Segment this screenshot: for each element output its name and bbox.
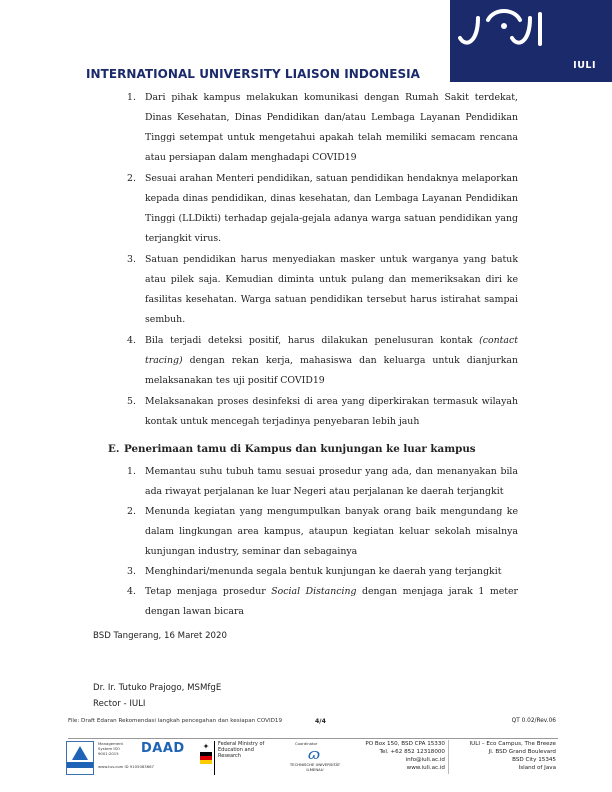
contact-email: info@iuli.ac.id xyxy=(405,757,445,763)
list-number: 3. xyxy=(127,254,136,265)
list-text-part: Bila terjadi deteksi positif, harus dilakukan penelusuran kontak xyxy=(145,335,480,346)
place-date: BSD Tangerang, 16 Maret 2020 xyxy=(93,631,227,641)
tu-ilmenau-logo-icon: ɷ xyxy=(307,745,321,763)
visitor-list xyxy=(127,462,518,622)
iuli-logo-mark-icon xyxy=(458,4,558,60)
list-text-italic: Social Distancing xyxy=(271,586,357,597)
list-text-italic: (contact tracing) xyxy=(145,335,518,366)
list-number: 2. xyxy=(127,506,136,517)
tuv-band xyxy=(67,762,93,768)
address-line: Island of Java xyxy=(518,765,556,771)
list-item xyxy=(127,582,518,622)
list-number: 4. xyxy=(127,586,136,597)
page-number: 4/4 xyxy=(315,718,326,725)
list-text: Menunda kegiatan yang mengumpulkan banyak orang baik mengundang ke dalam lingkungan area kampus, ataupun kegiatan keluar sekolah misalnya kunjungan industry, seminar dan sebagainya xyxy=(145,506,518,557)
address-block xyxy=(452,740,556,772)
list-number: 5. xyxy=(127,396,136,407)
list-item xyxy=(127,250,518,331)
footer-file-label: File: Draft Edaran Rekomendasi langkah pencegahan dan kesiapan COVID19 xyxy=(68,718,283,724)
list-item xyxy=(127,462,518,502)
eagle-icon: ✦ xyxy=(202,742,210,751)
logo-text: IULI xyxy=(573,60,596,71)
iuli-logo xyxy=(450,0,612,82)
list-text: Melaksanakan proses desinfeksi di area yang diperkirakan termasuk wilayah kontak untuk mencegah terjadinya penyebaran lebih jauh xyxy=(145,396,518,427)
contact-block xyxy=(348,740,445,772)
list-text: Menghindari/menunda segala bentuk kunjungan ke daerah yang terjangkit xyxy=(145,566,502,577)
list-text: Memantau suhu tubuh tamu sesuai prosedur yang ada, dan menanyakan bila ada riwayat perjalanan ke luar Negeri atau perjalanan ke daerah terjangkit xyxy=(145,466,518,497)
bmbf-divider xyxy=(214,741,215,775)
german-flag-icon xyxy=(200,752,212,764)
tuv-triangle-icon xyxy=(72,746,88,760)
page-title: INTERNATIONAL UNIVERSITY LIAISON INDONESIA xyxy=(86,67,421,81)
section-title: Penerimaan tamu di Kampus dan kunjungan ke luar kampus xyxy=(124,443,476,455)
signer-title: Rector - IULI xyxy=(93,698,146,709)
address-line: IULI – Eco Campus, The Breeze xyxy=(469,741,556,747)
list-text-part: Tetap menjaga prosedur xyxy=(145,586,272,597)
contact-pobox: PO Box 150, BSD CPA 15330 xyxy=(365,741,445,747)
tuv-url: www.tuv.com ID 9105083667 xyxy=(98,764,154,769)
list-number: 2. xyxy=(127,173,136,184)
address-line: BSD City 15345 xyxy=(512,757,556,763)
list-item xyxy=(127,392,518,432)
contact-phone: Tel. +62 852 12318000 xyxy=(379,749,445,755)
list-text: Sesuai arahan Menteri pendidikan, satuan pendidikan hendaknya melaporkan kepada dinas pendidikan, dinas kesehatan, dan Lembaga Layanan Pendidikan Tinggi (LLDikti) terhadap gejala-gejala adanya warga satuan pendidikan yang terjangkit virus. xyxy=(145,173,518,244)
doc-code: QT 0.02/Rev.06 xyxy=(511,718,556,724)
daad-logo: DAAD xyxy=(141,741,185,756)
list-number: 1. xyxy=(127,92,136,103)
bmbf-text: Federal Ministry of Education and Research xyxy=(218,741,265,759)
list-number: 1. xyxy=(127,466,136,477)
list-number: 3. xyxy=(127,566,136,577)
tu-ilmenau-text: TECHNISCHE UNIVERSITÄT ILMENAU xyxy=(289,762,341,772)
list-item xyxy=(127,562,518,582)
list-number: 4. xyxy=(127,335,136,346)
list-text: Dari pihak kampus melakukan komunikasi dengan Rumah Sakit terdekat, Dinas Kesehatan, Dinas Pendidikan dan/atau Lembaga Layanan Pendidikan Tinggi setempat untuk mengetahui apakah telah memiliki semacam rencana atau persiapan dalam menghadapi COVID19 xyxy=(145,92,518,163)
list-item xyxy=(127,502,518,562)
list-item xyxy=(127,88,518,169)
list-text: Satuan pendidikan harus menyediakan masker untuk warganya yang batuk atau pilek saja. Kemudian diminta untuk pulang dan memeriksakan diri ke fasilitas kesehatan. Warga satuan pendidikan tersebut harus istirahat sampai sembuh. xyxy=(145,254,518,325)
list-text-part: dengan rekan kerja, mahasiswa dan keluarga untuk dianjurkan melaksanakan tes uji positif COVID19 xyxy=(145,355,518,386)
contact-website: www.iuli.ac.id xyxy=(406,765,445,771)
tuv-text: Management System ISO 9001:2015 xyxy=(98,741,124,756)
section-letter: E. xyxy=(108,443,120,455)
coordinator-label: Coordinator xyxy=(295,741,318,746)
footer-vertical-divider xyxy=(448,740,449,774)
footer-divider xyxy=(68,738,558,739)
signature-block xyxy=(93,681,221,712)
list-item xyxy=(127,169,518,250)
signer-name: Dr. Ir. Tutuko Prajogo, MSMfgE xyxy=(93,683,222,693)
measures-list xyxy=(127,88,518,432)
list-item xyxy=(127,331,518,392)
address-line: Jl. BSD Grand Boulevard xyxy=(488,749,556,755)
tuv-certification-icon xyxy=(66,741,94,775)
list-text-part: dengan menjaga jarak 1 meter dengan lawan bicara xyxy=(145,586,518,617)
